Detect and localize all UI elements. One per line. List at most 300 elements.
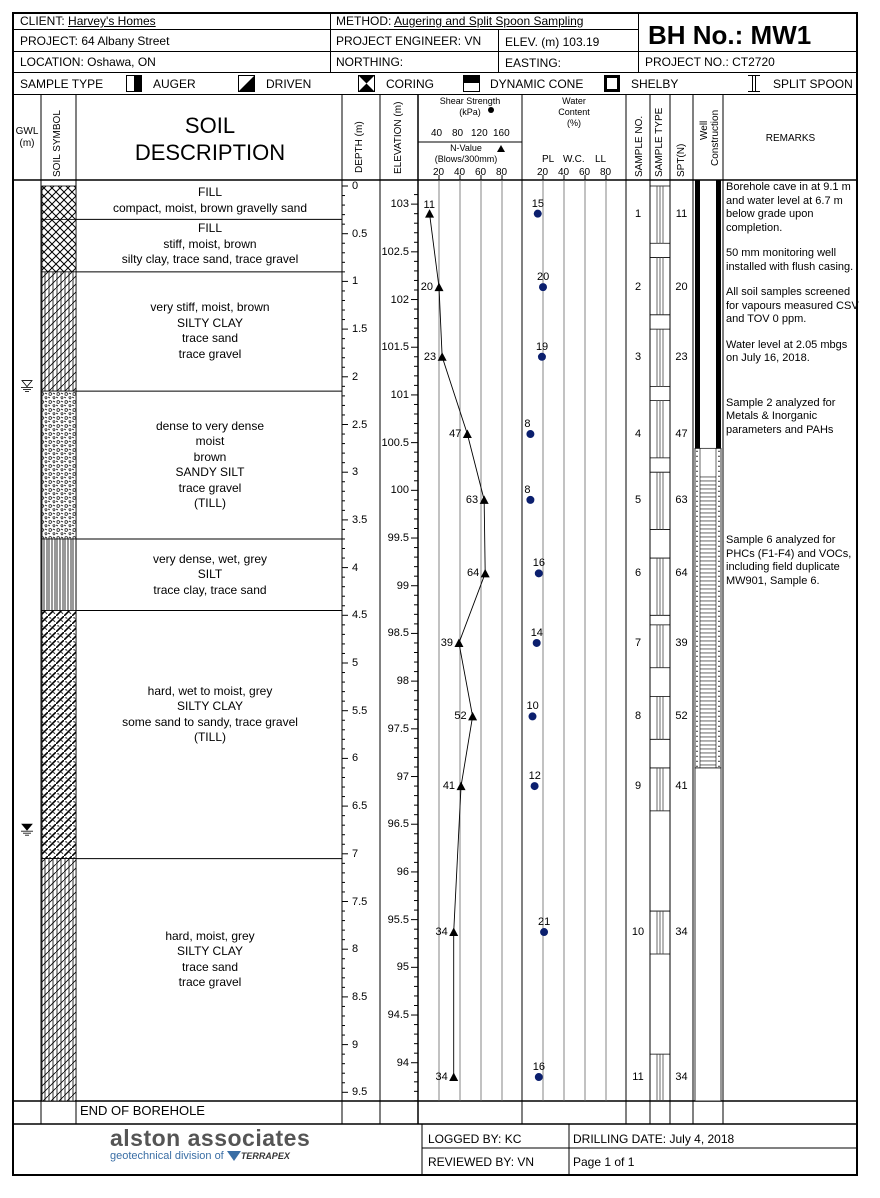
gwl-header xyxy=(12,126,42,150)
sand-dot xyxy=(718,596,719,597)
page-number: Page 1 of 1 xyxy=(573,1155,635,1169)
sand-dot xyxy=(718,521,719,522)
split-spoon-sample-icon xyxy=(650,696,670,739)
sand-dot xyxy=(696,621,697,622)
n-value-label: 34 xyxy=(435,1071,448,1084)
sand-dot xyxy=(696,551,697,552)
sand-dot xyxy=(696,576,697,577)
sample-no-header: SAMPLE NO. xyxy=(634,115,645,177)
n-value-label: 64 xyxy=(466,567,480,580)
spt-value: 23 xyxy=(675,350,688,363)
soil-symbol-till-silt xyxy=(42,391,76,539)
n-tick-20: 20 xyxy=(433,167,445,178)
elevation-label: 98 xyxy=(396,675,409,688)
sand-dot xyxy=(696,631,697,632)
sand-dot xyxy=(696,766,697,767)
soil-description-line: hard, wet to moist, grey xyxy=(147,683,273,698)
sand-dot xyxy=(718,626,719,627)
wc-tick-40: 40 xyxy=(558,167,570,178)
elevation-label: 102 xyxy=(390,293,409,306)
spt-header: SPT(N) xyxy=(676,143,687,177)
remarks-column xyxy=(726,181,860,588)
shear-strength-header xyxy=(418,96,522,118)
legend-coring: CORING xyxy=(386,77,434,91)
sand-dot xyxy=(718,511,719,512)
sand-dot xyxy=(696,451,697,452)
sand-dot xyxy=(696,756,697,757)
n-value-label: 41 xyxy=(442,780,456,793)
spt-value: 47 xyxy=(675,428,688,441)
soil-symbol-till-clay xyxy=(42,611,76,859)
sand-dot xyxy=(718,496,719,497)
sand-dot xyxy=(696,726,697,727)
depth-header: DEPTH (m) xyxy=(354,121,365,173)
sand-dot xyxy=(718,746,719,747)
n-value-marker xyxy=(481,569,490,578)
n-tick-60: 60 xyxy=(475,167,487,178)
northing-label: NORTHING: xyxy=(336,55,404,69)
sand-dot xyxy=(718,641,719,642)
sand-dot xyxy=(718,506,719,507)
sand-dot xyxy=(696,566,697,567)
split-spoon-sample-icon xyxy=(650,258,670,315)
sand-dot xyxy=(718,681,719,682)
depth-label: 5.5 xyxy=(352,704,368,717)
sand-dot xyxy=(718,761,719,762)
gwl-triangle xyxy=(22,381,32,387)
sand-dot xyxy=(696,716,697,717)
depth-label: 3 xyxy=(352,466,359,479)
sand-dot xyxy=(718,711,719,712)
sand-dot xyxy=(696,686,697,687)
drilling-date-field xyxy=(573,1132,734,1146)
spt-value: 34 xyxy=(675,926,688,939)
water-content-unit: (%) xyxy=(567,118,581,128)
water-content-title-1: Water xyxy=(562,96,586,106)
sand-dot xyxy=(696,746,697,747)
soil-layer-description xyxy=(78,221,342,268)
water-content-marker xyxy=(534,210,542,218)
soil-description-line: very stiff, moist, brown xyxy=(150,300,270,315)
sand-dot xyxy=(696,611,697,612)
soil-symbol-header: SOIL SYMBOL xyxy=(52,110,63,177)
sand-dot xyxy=(696,616,697,617)
sand-dot xyxy=(718,601,719,602)
sand-dot xyxy=(718,451,719,452)
sand-dot xyxy=(718,646,719,647)
spt-value: 64 xyxy=(675,567,688,580)
sand-dot xyxy=(718,466,719,467)
sand-dot xyxy=(696,646,697,647)
sample-number: 8 xyxy=(634,710,642,723)
depth-label: 6 xyxy=(352,752,359,765)
sand-dot xyxy=(696,656,697,657)
sand-dot xyxy=(696,676,697,677)
soil-description-line: SILTY CLAY xyxy=(176,315,244,330)
sample-number: 10 xyxy=(631,926,645,939)
sand-dot xyxy=(696,546,697,547)
backfill xyxy=(695,768,721,1101)
elevation-label: 99.5 xyxy=(387,532,409,545)
sample-number: 6 xyxy=(634,567,642,580)
soil-description-line: SILT xyxy=(197,567,223,581)
elevation-label: 96 xyxy=(396,865,409,878)
n-value-label: 34 xyxy=(435,926,448,939)
sand-dot xyxy=(696,706,697,707)
water-content-label: 16 xyxy=(532,1061,546,1074)
depth-label: 0.5 xyxy=(352,227,368,240)
water-content-label: 12 xyxy=(528,770,541,783)
water-content-title-2: Content xyxy=(558,107,590,117)
n-value-label: 23 xyxy=(423,350,437,363)
sand-dot xyxy=(696,586,697,587)
soil-description-line: trace sand xyxy=(181,331,239,346)
depth-label: 6.5 xyxy=(352,800,368,813)
sand-dot xyxy=(718,501,719,502)
depth-label: 9.5 xyxy=(352,1086,368,1099)
soil-description-header xyxy=(78,112,342,166)
sand-dot xyxy=(718,721,719,722)
sand-dot xyxy=(696,721,697,722)
n-value-label: 39 xyxy=(440,636,453,649)
location-value: Oshawa, ON xyxy=(87,55,156,69)
liquid-limit-label: LL xyxy=(595,154,607,165)
gwl-header-unit: (m) xyxy=(19,138,35,149)
n-value-unit: (Blows/300mm) xyxy=(434,154,498,164)
sand-dot xyxy=(696,641,697,642)
elevation-label: 103 xyxy=(390,198,409,211)
sand-dot xyxy=(718,546,719,547)
sample-number: 9 xyxy=(634,780,642,793)
sand-dot xyxy=(718,656,719,657)
sand-dot xyxy=(718,551,719,552)
sand-dot xyxy=(696,661,697,662)
sand-dot xyxy=(696,516,697,517)
project-label: PROJECT: xyxy=(20,34,79,48)
sand-dot xyxy=(696,466,697,467)
soil-description-line: compact, moist, brown gravelly sand xyxy=(112,200,308,215)
reviewed-by-value: VN xyxy=(517,1155,535,1169)
n-value-triangle-icon xyxy=(497,145,505,152)
sand-dot xyxy=(718,516,719,517)
wc-tick-80: 80 xyxy=(600,167,612,178)
n-value-label: 63 xyxy=(465,493,479,506)
logged-by-field xyxy=(428,1132,521,1146)
n-tick-80: 80 xyxy=(496,167,508,178)
depth-label: 4.5 xyxy=(352,609,368,622)
depth-label: 9 xyxy=(352,1038,359,1051)
client-value: Harvey's Homes xyxy=(68,14,156,28)
remark-4: Water level at 2.05 mbgs on July 16, 2018. xyxy=(726,338,848,364)
reviewed-by-label: REVIEWED BY: xyxy=(428,1155,515,1169)
sand-dot xyxy=(718,691,719,692)
project-number-value: CT2720 xyxy=(732,55,775,69)
sand-dot xyxy=(718,536,719,537)
sand-dot xyxy=(696,691,697,692)
soil-description-line: SILTY CLAY xyxy=(176,699,244,714)
sand-dot xyxy=(696,731,697,732)
elevation-label: 97 xyxy=(396,770,409,783)
water-content-marker xyxy=(538,353,546,361)
logged-by-label: LOGGED BY: xyxy=(428,1132,502,1146)
n-value-label: 47 xyxy=(449,428,462,441)
sand-dot xyxy=(718,586,719,587)
elevation-label: 98.5 xyxy=(387,627,409,640)
well-construction-header-2: Construction xyxy=(710,109,721,166)
sand-dot xyxy=(718,591,719,592)
water-content-label: 16 xyxy=(532,557,546,570)
sand-dot xyxy=(718,566,719,567)
soil-symbol-fill xyxy=(42,186,76,219)
soil-description-line: some sand to sandy, trace gravel xyxy=(122,714,298,729)
shear-tick-160: 160 xyxy=(493,128,510,139)
water-content-label: 8 xyxy=(524,483,531,496)
logo-subline xyxy=(110,1150,340,1163)
depth-label: 1 xyxy=(352,275,359,288)
sand-dot xyxy=(696,541,697,542)
sand-dot xyxy=(696,606,697,607)
elevation-header: ELEVATION (m) xyxy=(393,101,404,174)
logo-main-text: alston associates xyxy=(110,1125,311,1151)
water-content-label: 10 xyxy=(526,700,539,713)
n-value-label: 20 xyxy=(420,281,433,294)
n-tick-40: 40 xyxy=(454,167,466,178)
sand-dot xyxy=(696,456,697,457)
depth-label: 1.5 xyxy=(352,323,368,336)
remark-2: 50 mm monitoring well installed with flush casing. xyxy=(726,247,854,273)
end-of-borehole: END OF BOREHOLE xyxy=(80,1103,205,1118)
soil-symbol-fill xyxy=(42,219,76,271)
sand-dot xyxy=(718,741,719,742)
water-content-label: 19 xyxy=(535,340,549,353)
sand-dot xyxy=(718,456,719,457)
sample-type-header: SAMPLE TYPE xyxy=(654,107,665,177)
sand-dot xyxy=(718,471,719,472)
logo-brand-text: TERRAPEX xyxy=(240,1151,290,1161)
logo-sub-text: geotechnical division of xyxy=(110,1150,224,1162)
elevation-label: 94.5 xyxy=(387,1009,409,1022)
shear-strength-unit: (kPa) xyxy=(459,107,481,117)
sample-number: 5 xyxy=(634,493,642,506)
depth-label: 3.5 xyxy=(352,513,368,526)
water-content-marker xyxy=(535,1073,543,1081)
sand-dot xyxy=(718,731,719,732)
sand-dot xyxy=(718,756,719,757)
n-value-marker xyxy=(463,430,472,439)
sand-dot xyxy=(696,491,697,492)
soil-symbol-silty-clay xyxy=(42,859,76,1101)
elevation-label: 97.5 xyxy=(387,722,409,735)
soil-layer-description xyxy=(78,300,342,362)
sand-dot xyxy=(718,671,719,672)
soil-layer-description xyxy=(78,684,342,746)
sand-dot xyxy=(718,651,719,652)
sand-dot xyxy=(718,766,719,767)
sand-dot xyxy=(718,526,719,527)
n-value-marker xyxy=(435,283,444,292)
sand-dot xyxy=(696,501,697,502)
elevation-label: 102.5 xyxy=(381,245,409,258)
sample-number: 7 xyxy=(634,636,642,649)
water-content-label: 8 xyxy=(524,418,531,431)
sand-dot xyxy=(718,541,719,542)
depth-label: 7.5 xyxy=(352,895,368,908)
groundwater-level-icon xyxy=(21,824,33,835)
remark-3: All soil samples screened for vapours measured CSV and TOV 0 ppm. xyxy=(726,286,859,325)
borehole-number: BH No.: MW1 xyxy=(648,20,812,50)
sand-dot xyxy=(696,711,697,712)
sample-number: 2 xyxy=(634,281,642,294)
sand-dot xyxy=(696,496,697,497)
sand-dot xyxy=(718,531,719,532)
sand-dot xyxy=(696,696,697,697)
depth-label: 2.5 xyxy=(352,418,368,431)
elevation-label: 101 xyxy=(390,388,409,401)
elevation-label: 100 xyxy=(390,484,409,497)
split-spoon-sample-icon xyxy=(650,625,670,668)
groundwater-level-icon xyxy=(21,381,33,392)
sand-dot xyxy=(718,631,719,632)
drilling-date-value: July 4, 2018 xyxy=(669,1132,735,1146)
sand-dot xyxy=(696,666,697,667)
well-construction-diagram xyxy=(695,180,721,1101)
sand-dot xyxy=(696,556,697,557)
elevation-value: 103.19 xyxy=(562,35,600,49)
wc-tick-20: 20 xyxy=(537,167,549,178)
sample-type-legend-label: SAMPLE TYPE xyxy=(20,77,104,91)
split-spoon-sample-icon xyxy=(650,1054,670,1101)
sand-dot xyxy=(718,571,719,572)
depth-label: 4 xyxy=(352,561,359,574)
sand-dot xyxy=(718,716,719,717)
water-content-marker xyxy=(540,928,548,936)
elevation-label: 94 xyxy=(396,1056,409,1069)
well-riser-right xyxy=(716,180,721,448)
logged-by-value: KC xyxy=(504,1132,522,1146)
n-value-marker xyxy=(457,782,466,791)
drilling-date-label: DRILLING DATE: xyxy=(573,1132,667,1146)
sand-dot xyxy=(718,676,719,677)
legend-auger: AUGER xyxy=(153,77,196,91)
soil-description-header-line1: SOIL xyxy=(184,113,236,138)
sand-dot xyxy=(696,761,697,762)
depth-label: 0 xyxy=(352,180,359,192)
n-value-marker xyxy=(449,1073,458,1082)
sand-dot xyxy=(718,486,719,487)
spt-value: 52 xyxy=(675,710,688,723)
soil-description-line: dense to very dense xyxy=(155,418,265,433)
sand-dot xyxy=(696,636,697,637)
sand-dot xyxy=(718,621,719,622)
n-value-marker xyxy=(468,712,477,721)
sand-dot xyxy=(718,581,719,582)
sand-dot xyxy=(718,686,719,687)
depth-label: 5 xyxy=(352,657,359,669)
project-value: 64 Albany Street xyxy=(81,34,170,48)
method-label: METHOD: xyxy=(336,14,392,28)
legend-split-spoon: SPLIT SPOON xyxy=(773,77,853,91)
sand-dot xyxy=(696,461,697,462)
location-label: LOCATION: xyxy=(20,55,84,69)
sand-dot xyxy=(696,521,697,522)
sand-dot xyxy=(696,571,697,572)
split-spoon-sample-icon xyxy=(650,329,670,386)
sand-dot xyxy=(696,591,697,592)
sample-number: 4 xyxy=(634,428,642,441)
terrapex-logo-icon xyxy=(227,1151,241,1161)
sand-dot xyxy=(718,481,719,482)
sand-dot xyxy=(718,491,719,492)
remark-1: Borehole cave in at 9.1 m and water level at 6.7 m below grade upon completion. xyxy=(726,181,851,234)
wc-tick-60: 60 xyxy=(579,167,591,178)
sand-dot xyxy=(696,531,697,532)
water-content-marker xyxy=(539,283,547,291)
spt-value: 39 xyxy=(675,636,688,649)
sand-dot xyxy=(696,486,697,487)
sand-dot xyxy=(696,671,697,672)
legend-dynamic-cone: DYNAMIC CONE xyxy=(490,77,584,91)
soil-description-line: trace clay, trace sand xyxy=(153,582,267,597)
spt-value: 63 xyxy=(675,493,688,506)
water-content-marker xyxy=(526,430,534,438)
soil-description-line: (TILL) xyxy=(193,496,226,511)
spt-value: 11 xyxy=(675,207,688,220)
soil-description-line: trace sand xyxy=(181,959,239,974)
sample-number: 1 xyxy=(634,207,642,220)
sand-dot xyxy=(696,681,697,682)
soil-symbol-silty-clay xyxy=(42,272,76,391)
remark-5: Sample 2 analyzed for Metals & Inorganic parameters and PAHs xyxy=(726,396,836,436)
water-content-marker xyxy=(529,712,537,720)
sample-number: 3 xyxy=(634,350,642,363)
split-spoon-sample-icon xyxy=(650,186,670,243)
well-pipe xyxy=(700,448,716,768)
soil-description-line: (TILL) xyxy=(193,730,226,745)
gwl-triangle xyxy=(22,824,32,830)
soil-description-line: brown xyxy=(193,449,227,464)
soil-symbol-silt xyxy=(42,539,76,611)
n-value-label: 52 xyxy=(454,710,467,723)
soil-layer-description xyxy=(78,419,342,512)
sand-dot xyxy=(718,616,719,617)
elevation-label: 95.5 xyxy=(387,913,409,926)
elevation-label: 95 xyxy=(396,961,409,974)
easting-label: EASTING: xyxy=(505,56,562,70)
sand-dot xyxy=(696,471,697,472)
gwl-header-label: GWL xyxy=(15,126,39,137)
n-value-label: 11 xyxy=(423,198,435,211)
sand-dot xyxy=(718,696,719,697)
n-value-marker xyxy=(449,928,458,937)
sand-dot xyxy=(696,536,697,537)
depth-label: 8 xyxy=(352,943,359,956)
soil-description-line: trace gravel xyxy=(178,480,242,495)
sand-dot xyxy=(718,751,719,752)
sand-dot xyxy=(718,611,719,612)
sand-dot xyxy=(718,476,719,477)
n-value-title: N-Value xyxy=(450,143,482,153)
soil-description-line: stiff, moist, brown xyxy=(163,236,257,251)
sand-dot xyxy=(718,661,719,662)
sand-dot xyxy=(696,561,697,562)
water-content-label: 15 xyxy=(531,197,544,210)
spt-value: 41 xyxy=(675,780,688,793)
sand-dot xyxy=(696,506,697,507)
remark-6: Sample 6 analyzed for PHCs (F1-F4) and VOCs, including field duplicate MW901, Sample 6. xyxy=(726,534,852,587)
sand-dot xyxy=(696,626,697,627)
water-content-marker xyxy=(531,782,539,790)
shear-strength-title: Shear Strength xyxy=(439,96,501,106)
